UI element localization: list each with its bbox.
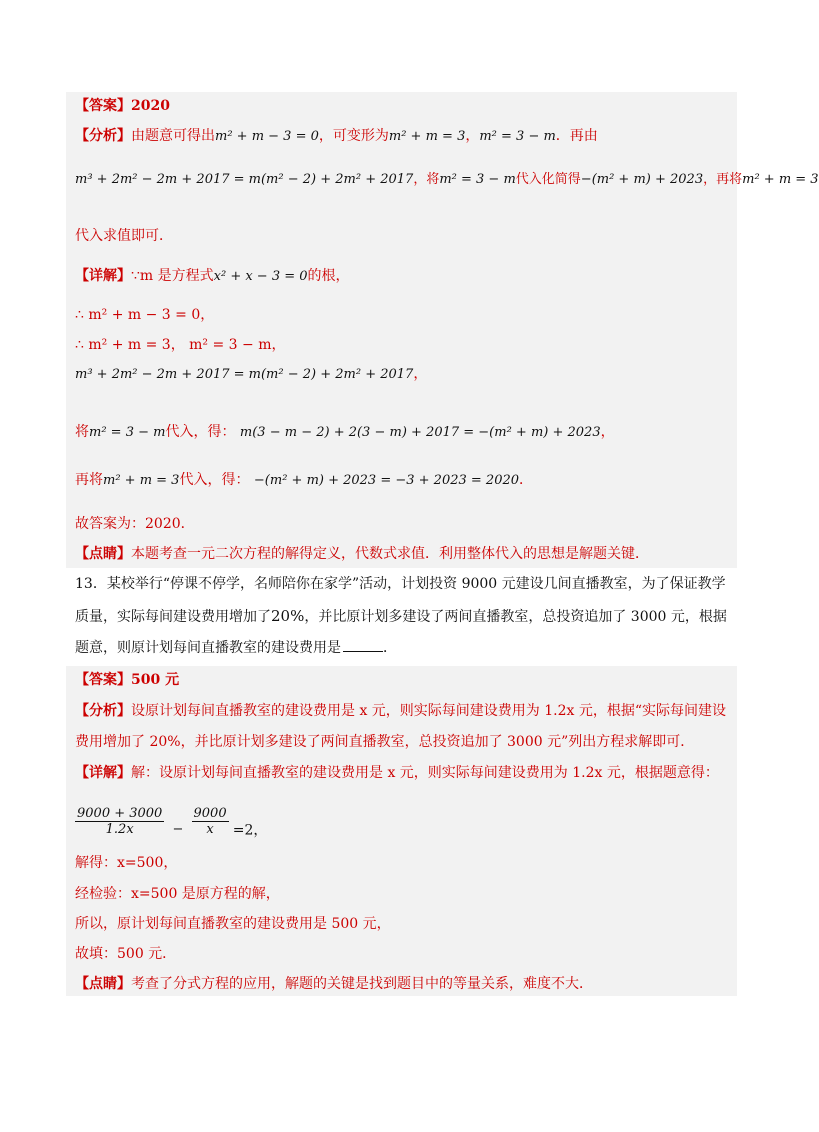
q13-question-line-1: 13．某校举行“停课不停学，名师陪你在家学”活动，计划投资 9000 元建设几间直播教室，为了保证教学 bbox=[75, 576, 726, 592]
punct: ， bbox=[413, 366, 428, 382]
equation: m² = 3 − m bbox=[479, 129, 556, 144]
answer-value: 500 元 bbox=[131, 672, 180, 688]
equation-rhs: =2， bbox=[232, 822, 268, 839]
q12-analysis-line bbox=[75, 126, 598, 147]
q13-question-line-2 bbox=[75, 606, 727, 627]
q12-analysis-line-3: 代入求值即可． bbox=[75, 228, 173, 244]
equation: m³ + 2m² − 2m + 2017 = m(m² − 2) + 2m² + 2017 bbox=[75, 172, 414, 187]
punct: ． bbox=[519, 472, 534, 488]
step-text: 将 bbox=[75, 424, 89, 440]
detail-tag: 【详解】 bbox=[75, 268, 131, 284]
q13-comment-line bbox=[75, 974, 593, 994]
fraction-1-numerator: 9000 + 3000 bbox=[77, 806, 163, 821]
q12-step-1: ∴ m² + m − 3 = 0， bbox=[75, 307, 215, 323]
q13-answer-line bbox=[75, 670, 179, 690]
q13-equation bbox=[75, 806, 267, 840]
equation: m² = 3 − m bbox=[89, 425, 166, 440]
percent-value: 20% bbox=[271, 607, 305, 625]
analysis-text: ， bbox=[465, 128, 480, 144]
fraction-2-denominator: x bbox=[206, 822, 214, 837]
comment-text: 考查了分式方程的应用，解题的关键是找到题目中的等量关系，难度不大． bbox=[131, 976, 593, 992]
fraction-2 bbox=[192, 806, 229, 837]
comment-tag: 【点睛】 bbox=[75, 546, 131, 562]
q12-final: 故答案为：2020． bbox=[75, 516, 195, 532]
analysis-text: 由题意可得出 bbox=[131, 128, 215, 144]
equation: −(m² + m) + 2023 bbox=[580, 172, 704, 187]
q13-solve: 解得：x=500， bbox=[75, 855, 178, 871]
analysis-text: 设原计划每间直播教室的建设费用是 x 元，则实际每间建设费用为 1.2x 元，根据“实际每间建设 bbox=[131, 703, 727, 719]
analysis-tag: 【分析】 bbox=[75, 703, 131, 719]
equation: m² + m = 3 bbox=[742, 172, 819, 187]
q13-analysis-line-1 bbox=[75, 701, 726, 721]
step-text: 代入，得： bbox=[165, 424, 236, 440]
analysis-text: 代入化简得 bbox=[515, 172, 581, 187]
detail-text: ∵m 是方程式 bbox=[131, 268, 214, 284]
answer-tag: 【答案】 bbox=[75, 672, 131, 688]
q13-check: 经检验：x=500 是原方程的解， bbox=[75, 886, 280, 902]
q12-step-5 bbox=[75, 470, 533, 491]
step-text: 再将 bbox=[75, 472, 103, 488]
comment-tag: 【点睛】 bbox=[75, 976, 131, 992]
analysis-text: ，再将 bbox=[703, 172, 743, 187]
equation: −(m² + m) + 2023 = −3 + 2023 = 2020 bbox=[253, 473, 520, 488]
equation: m² + m = 3 bbox=[103, 473, 180, 488]
equation: m² = 3 − m bbox=[439, 172, 516, 187]
q12-comment-line bbox=[75, 544, 649, 564]
equation: m² + m − 3 = 0 bbox=[215, 129, 319, 144]
answer-value: 2020 bbox=[131, 98, 170, 114]
minus-sign: − bbox=[172, 822, 184, 837]
comment-text: 本题考查一元二次方程的解得定义，代数式求值．利用整体代入的思想是解题关键． bbox=[131, 546, 649, 562]
question-text: ，并比原计划多建设了两间直播教室，总投资追加了 3000 元，根据 bbox=[304, 609, 727, 625]
answer-tag: 【答案】 bbox=[75, 98, 131, 114]
q12-detail-line bbox=[75, 266, 350, 287]
equation: x² + x − 3 = 0 bbox=[213, 269, 308, 284]
equation: m³ + 2m² − 2m + 2017 = m(m² − 2) + 2m² + 2017 bbox=[75, 367, 414, 382]
analysis-text: ．再由 bbox=[555, 128, 598, 144]
solution-panel-q12 bbox=[66, 92, 737, 568]
fraction-2-numerator: 9000 bbox=[193, 806, 227, 821]
punct: ， bbox=[600, 424, 615, 440]
detail-tag: 【详解】 bbox=[75, 765, 131, 781]
punct: ． bbox=[383, 640, 397, 656]
q13-question-line-3 bbox=[75, 638, 397, 658]
analysis-text: ，可变形为 bbox=[318, 128, 389, 144]
q12-step-2: ∴ m² + m = 3， m² = 3 − m， bbox=[75, 337, 286, 353]
fraction-1 bbox=[75, 806, 164, 837]
q12-analysis-line-2 bbox=[75, 170, 819, 190]
step-text: 代入，得： bbox=[179, 472, 250, 488]
fraction-1-denominator: 1.2x bbox=[105, 822, 134, 837]
q12-step-4 bbox=[75, 422, 615, 443]
q12-step-3 bbox=[75, 364, 427, 385]
q13-conclusion: 所以，原计划每间直播教室的建设费用是 500 元， bbox=[75, 916, 391, 932]
q12-answer-line bbox=[75, 96, 170, 116]
detail-text: 的根， bbox=[307, 268, 350, 284]
equation: m² + m = 3 bbox=[388, 129, 466, 144]
q13-fill: 故填：500 元． bbox=[75, 946, 177, 962]
q13-detail-line bbox=[75, 763, 719, 783]
analysis-tag: 【分析】 bbox=[75, 128, 131, 144]
answer-blank bbox=[343, 651, 383, 652]
q13-analysis-line-2: 费用增加了 20%，并比原计划多建设了两间直播教室，总投资追加了 3000 元”列出方程求解即可． bbox=[75, 734, 695, 750]
question-text: 题意，则原计划每间直播教室的建设费用是 bbox=[75, 640, 341, 656]
analysis-text: ，将 bbox=[413, 172, 440, 187]
equation: m(3 − m − 2) + 2(3 − m) + 2017 = −(m² + m) + 2023 bbox=[239, 425, 601, 440]
question-text: 质量，实际每间建设费用增加了 bbox=[75, 609, 271, 625]
detail-text: 解：设原计划每间直播教室的建设费用是 x 元，则实际每间建设费用为 1.2x 元，根据题意得： bbox=[131, 765, 719, 781]
